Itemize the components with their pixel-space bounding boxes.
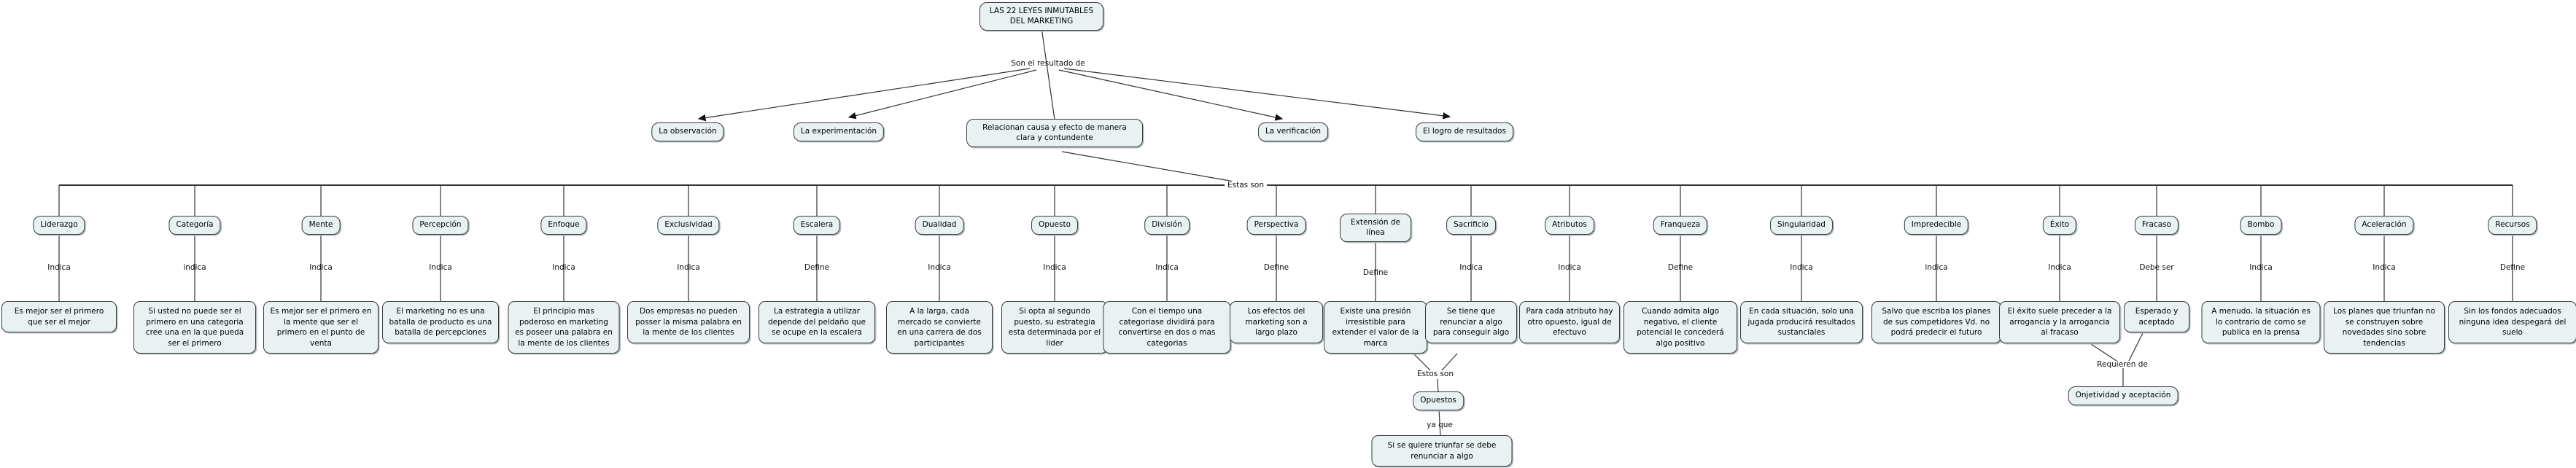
law-link-label[interactable]: Define bbox=[2499, 263, 2526, 272]
law-node-exclusividad[interactable]: Exclusividad bbox=[657, 216, 719, 235]
onjetividad-node[interactable]: Onjetividad y aceptación bbox=[2068, 386, 2179, 405]
law-node-division[interactable]: División bbox=[1144, 216, 1190, 235]
law-node-aceleracion[interactable]: Aceleración bbox=[2354, 216, 2413, 235]
result-node-causa-efecto[interactable]: Relacionan causa y efecto de manera clara y contundente bbox=[966, 119, 1143, 147]
law-node-dualidad[interactable]: Dualidad bbox=[915, 216, 964, 235]
result-node-experimentacion[interactable]: La experimentación bbox=[794, 122, 884, 141]
law-link-label[interactable]: Indica bbox=[1790, 263, 1813, 272]
law-desc-node[interactable]: Es mejor ser el primero en la mente que ser el primero en el punto de venta bbox=[263, 301, 379, 354]
ya-que-label[interactable]: ya que bbox=[1427, 421, 1453, 429]
law-link-label[interactable]: Indica bbox=[1459, 263, 1483, 272]
result-node-verificacion[interactable]: La verificación bbox=[1258, 122, 1328, 141]
law-node-singularidad[interactable]: Singularidad bbox=[1770, 216, 1833, 235]
law-link-label[interactable]: Indica bbox=[2048, 263, 2071, 272]
opuestos-node[interactable]: Opuestos bbox=[1413, 391, 1464, 410]
law-node-franqueza[interactable]: Franqueza bbox=[1653, 216, 1707, 235]
law-link-label[interactable]: Debe ser bbox=[2139, 263, 2174, 272]
law-node-sacrificio[interactable]: Sacrificio bbox=[1446, 216, 1496, 235]
estas-son-label[interactable]: Estas son bbox=[1225, 181, 1267, 190]
law-desc-node[interactable]: A menudo, la situación es lo contrario de como se publica en la prensa bbox=[2202, 301, 2321, 343]
law-desc-node[interactable]: Si usted no puede ser el primero en una categoria cree una en la que pueda ser el primero bbox=[133, 301, 256, 354]
law-desc-node[interactable]: La estrategia a utilizar depende del peldaño que se ocupe en la escalera bbox=[759, 301, 875, 343]
law-node-extension-de-linea[interactable]: Extensión de línea bbox=[1340, 214, 1411, 242]
estos-son-label[interactable]: Estos son bbox=[1416, 370, 1454, 378]
law-desc-node[interactable]: Salvo que escriba los planes de sus competidores Vd. no podrá predecir el futuro bbox=[1871, 301, 2001, 343]
law-desc-node[interactable]: Existe una presión irresistible para extender el valor de la marca bbox=[1324, 301, 1427, 354]
law-node-escalera[interactable]: Escalera bbox=[794, 216, 840, 235]
law-node-enfoque[interactable]: Enfoque bbox=[540, 216, 586, 235]
law-node-perspectiva[interactable]: Perspectiva bbox=[1247, 216, 1306, 235]
law-node-fracaso[interactable]: Fracaso bbox=[2135, 216, 2179, 235]
law-desc-node[interactable]: Para cada atributo hay otro opuesto, igual de efectuvo bbox=[1519, 301, 1620, 343]
law-node-exito[interactable]: Éxito bbox=[2043, 216, 2076, 235]
law-desc-node[interactable]: Es mejor ser el primero que ser el mejor bbox=[1, 301, 117, 332]
result-node-observacion[interactable]: La observación bbox=[651, 122, 723, 141]
root-link-label[interactable]: Son el resultado de bbox=[1011, 59, 1085, 68]
law-desc-node[interactable]: Se tiene que renunciar a algo para conseguir algo bbox=[1425, 301, 1517, 343]
law-desc-node[interactable]: El marketing no es una batalla de producto es una batalla de percepciones bbox=[382, 301, 499, 343]
law-desc-node[interactable]: A la larga, cada mercado se convierte en una carrera de dos participantes bbox=[886, 301, 993, 354]
law-node-liderazgo[interactable]: Liderazgo bbox=[33, 216, 85, 235]
law-node-recursos[interactable]: Recursos bbox=[2488, 216, 2537, 235]
law-link-label[interactable]: Indica bbox=[1043, 263, 1066, 272]
law-node-categoria[interactable]: Categoría bbox=[168, 216, 220, 235]
law-link-label[interactable]: Indica bbox=[928, 263, 951, 272]
law-node-mente[interactable]: Mente bbox=[302, 216, 341, 235]
law-desc-node[interactable]: El éxito suele preceder a la arrogancia y la arrogancia al fracaso bbox=[1999, 301, 2120, 343]
root-node[interactable]: LAS 22 LEYES INMUTABLES DEL MARKETING bbox=[979, 2, 1103, 31]
law-node-atributos[interactable]: Atributos bbox=[1545, 216, 1594, 235]
law-desc-node[interactable]: Sin los fondos adecuados ninguna idea despegará del suelo bbox=[2448, 301, 2576, 343]
law-desc-node[interactable]: Con el tiempo una categoriase dividirá para convertirse en dos o mas categorias bbox=[1103, 301, 1231, 354]
law-link-label[interactable]: Define bbox=[1362, 268, 1389, 277]
law-desc-node[interactable]: Dos empresas no pueden posser la misma palabra en la mente de los clientes bbox=[627, 301, 750, 343]
law-link-label[interactable]: Indica bbox=[1558, 263, 1581, 272]
law-link-label[interactable]: Indica bbox=[677, 263, 700, 272]
law-node-impredecible[interactable]: Impredecible bbox=[1904, 216, 1968, 235]
law-link-label[interactable]: Indica bbox=[429, 263, 452, 272]
law-link-label[interactable]: indica bbox=[1925, 263, 1948, 272]
law-link-label[interactable]: Define bbox=[1667, 263, 1694, 272]
law-link-label[interactable]: Indica bbox=[309, 263, 333, 272]
conclusion-node[interactable]: Si se quiere triunfar se debe renunciar a algo bbox=[1372, 435, 1513, 467]
law-desc-node[interactable]: Esperado y aceptado bbox=[2124, 301, 2189, 332]
requieren-de-label[interactable]: Requieren de bbox=[2097, 360, 2148, 369]
law-desc-node[interactable]: El principio mas poderoso en marketing es poseer una palabra en la mente de los clientes bbox=[508, 301, 620, 354]
law-link-label[interactable]: indica bbox=[183, 263, 206, 272]
law-node-opuesto[interactable]: Opuesto bbox=[1031, 216, 1078, 235]
law-node-percepcion[interactable]: Percepción bbox=[412, 216, 468, 235]
law-link-label[interactable]: Define bbox=[804, 263, 830, 272]
law-node-bombo[interactable]: Bombo bbox=[2241, 216, 2282, 235]
law-desc-node[interactable]: Cuando admita algo negativo, el cliente potencial le concederá algo positivo bbox=[1623, 301, 1737, 354]
result-node-logro[interactable]: El logro de resultados bbox=[1416, 122, 1513, 141]
law-link-label[interactable]: Indica bbox=[2373, 263, 2396, 272]
law-link-label[interactable]: Define bbox=[1263, 263, 1289, 272]
law-link-label[interactable]: Indica bbox=[552, 263, 575, 272]
law-link-label[interactable]: Indica bbox=[47, 263, 71, 272]
law-desc-node[interactable]: Si opta al segundo puesto, su estrategia esta determinada por el lider bbox=[1001, 301, 1108, 354]
law-link-label[interactable]: Indica bbox=[2249, 263, 2273, 272]
law-desc-node[interactable]: Los planes que triunfan no se construyen sobre novedades sino sobre tendencias bbox=[2324, 301, 2445, 354]
law-desc-node[interactable]: Los efectos del marketing son a largo plazo bbox=[1230, 301, 1323, 343]
law-desc-node[interactable]: En cada situación, solo una jugada producirá resultados sustanciales bbox=[1740, 301, 1863, 343]
law-link-label[interactable]: Indica bbox=[1155, 263, 1179, 272]
